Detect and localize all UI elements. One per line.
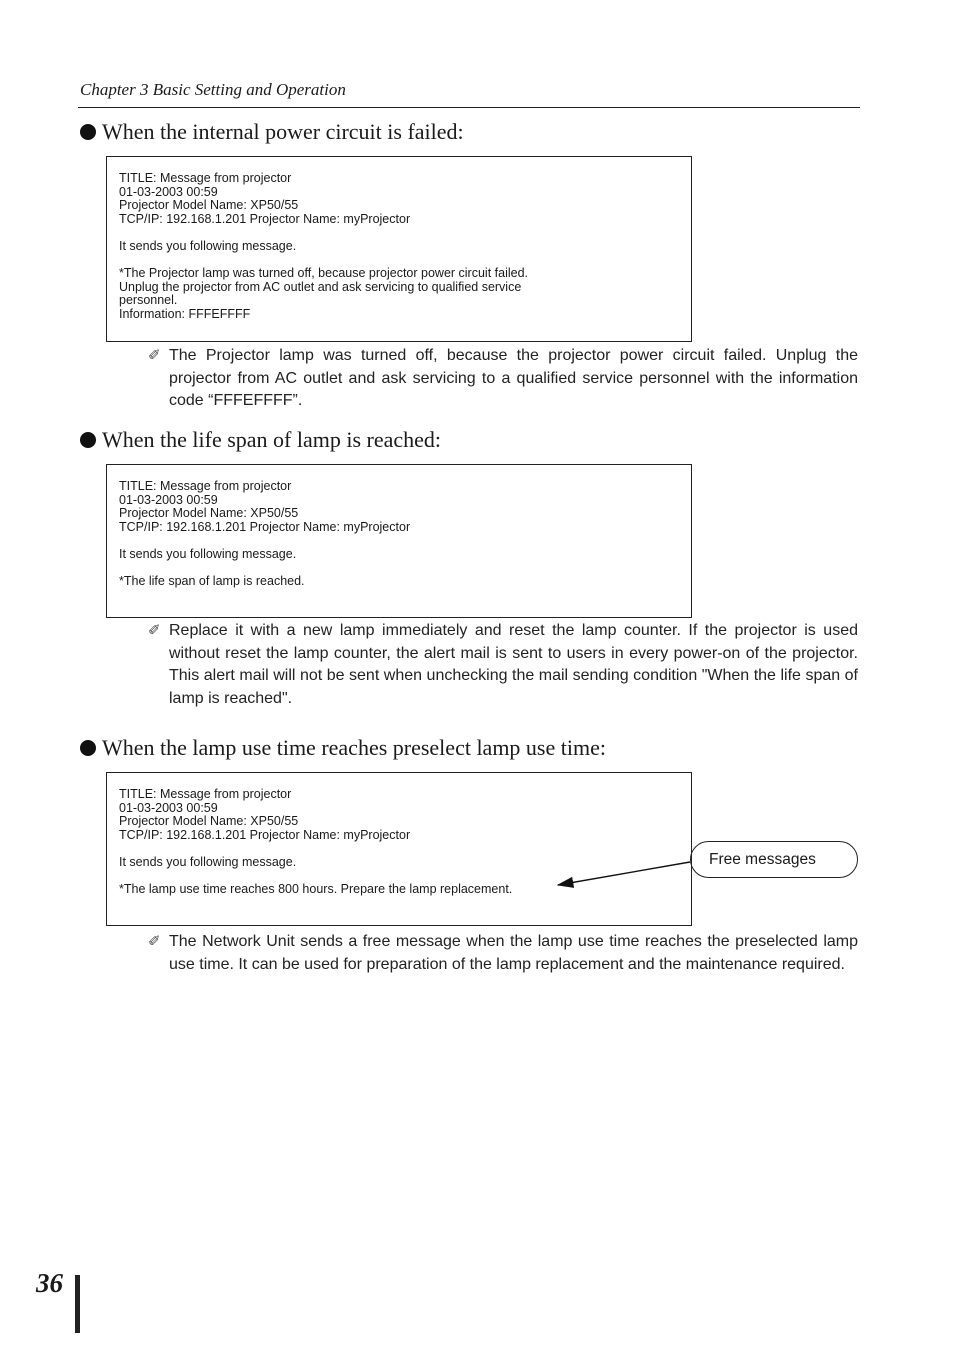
page-number: 36 (36, 1268, 63, 1298)
msg-sends: It sends you following message. (119, 546, 297, 561)
msg-date: 01-03-2003 00:59 (119, 184, 218, 199)
message-box-lamp-life (106, 464, 692, 618)
note-power-failure (148, 345, 858, 413)
msg-model: Projector Model Name: XP50/55 (119, 814, 299, 829)
msg-date: 01-03-2003 00:59 (119, 800, 218, 815)
msg-body-line: *The life span of lamp is reached. (119, 574, 305, 589)
section-heading-lamp-life (80, 427, 441, 453)
header-rule (78, 107, 860, 108)
msg-sends: It sends you following message. (119, 238, 297, 253)
msg-tcpip: TCP/IP: 192.168.1.201 Projector Name: myProjector (119, 827, 411, 842)
section-heading-power-failure (80, 119, 464, 145)
note-lamp-life (148, 620, 858, 710)
msg-body-line: personnel. (119, 293, 178, 308)
chapter-header: Chapter 3 Basic Setting and Operation (80, 80, 346, 99)
msg-title: TITLE: Message from projector (119, 479, 292, 493)
pencil-note-icon: ✐ (148, 347, 161, 364)
msg-tcpip: TCP/IP: 192.168.1.201 Projector Name: myProjector (119, 211, 411, 226)
section-heading-lamp-use-time (80, 735, 606, 761)
msg-model: Projector Model Name: XP50/55 (119, 198, 299, 213)
pencil-note-icon: ✐ (148, 622, 161, 639)
message-box-power-failure (106, 156, 692, 342)
msg-body-line: Information: FFFEFFFF (119, 306, 251, 321)
bullet-icon (80, 124, 96, 140)
message-box-lamp-use-time (106, 772, 692, 926)
heading-text: When the life span of lamp is reached: (102, 427, 442, 452)
msg-sends: It sends you following message. (119, 854, 297, 869)
msg-model: Projector Model Name: XP50/55 (119, 506, 299, 521)
msg-title: TITLE: Message from projector (119, 787, 292, 801)
msg-title: TITLE: Message from projector (119, 171, 292, 185)
msg-body-line: Unplug the projector from AC outlet and ask servicing to qualified service (119, 279, 522, 294)
heading-text: When the internal power circuit is failed: (102, 119, 464, 144)
msg-tcpip: TCP/IP: 192.168.1.201 Projector Name: myProjector (119, 519, 411, 534)
msg-body-line: *The Projector lamp was turned off, because projector power circuit failed. (119, 266, 528, 281)
note-text: Replace it with a new lamp immediately and reset the lamp counter. If the projector is used without reset the lamp counter, the alert mail is sent to users in every power-on of the projector. This alert mail will not be sent when unchecking the mail sending condition "When the life span of lamp is reached". (169, 622, 858, 707)
msg-body-line: *The lamp use time reaches 800 hours. Prepare the lamp replacement. (119, 882, 513, 897)
pencil-note-icon: ✐ (148, 933, 161, 950)
free-messages-callout: Free messages (690, 841, 858, 878)
bullet-icon (80, 740, 96, 756)
note-lamp-use-time (148, 931, 858, 976)
note-text: The Projector lamp was turned off, because the projector power circuit failed. Unplug the projector from AC outlet and ask servicing to a qualified service personnel with the information code “FFFEFFFF”. (169, 347, 858, 409)
heading-text: When the lamp use time reaches preselect lamp use time: (102, 735, 606, 760)
page-number-bar (75, 1275, 80, 1333)
bullet-icon (80, 432, 96, 448)
msg-date: 01-03-2003 00:59 (119, 492, 218, 507)
note-text: The Network Unit sends a free message when the lamp use time reaches the preselected lamp use time. It can be used for preparation of the lamp replacement and the maintenance required. (169, 933, 858, 973)
